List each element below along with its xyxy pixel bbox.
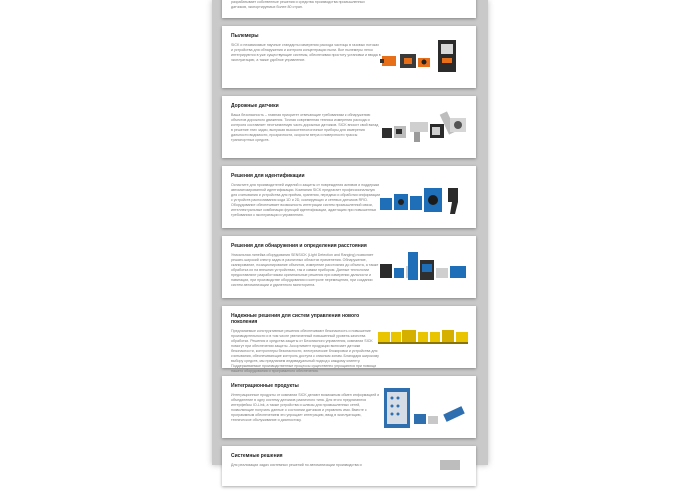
card-intro-text: разрабатывает собственные решения и средства производства промышленных датчиков, экспортируемых более 80 стран. (231, 0, 365, 9)
card-title: Решения для обнаружения и определения расстояния (231, 243, 367, 249)
product-card-road-sensors[interactable] (222, 96, 476, 158)
product-card-intro (222, 0, 476, 18)
card-description: SICK и независимые научные стандарты измерения расхода частицы в газовых потоках и устройства для обнаружения и контроля концентрации пыли. Все пылемеры легко интегрируются в уже существующие системы, обеспечивая простоту установки и ввода в эксплуатацию, а также удобное управление. (231, 43, 381, 62)
identification-product-image (378, 174, 470, 220)
card-title: Системные решения (231, 453, 283, 459)
integration-product-image (378, 384, 470, 430)
card-description: Уникальная линейка оборудования SENSICK (Light Detection and Ranging) позволяет решать широкий спектр задач в различных областях применения. Обнаружение, сканирование, позиционирование объектов, измерение расстояния до объекта, а также обработка их на внешних устройствах, так и самим прибором. Данные технологии предоставляют разработчикам оригинальные решения при измерении дальности и навигации, при производстве оборудования и контроле перемещения, при создании систем автоматизации и удаленного мониторинга. (231, 253, 379, 287)
ranging-product-image (378, 244, 470, 290)
card-title: Пылемеры (231, 33, 259, 39)
card-description: Оснастите для производителей изделий и защиты от повреждения активов и поддержки автоматизированной идентификации. Компания SICK предлагает профессиональную для считывания и устройства для приёма, хранения, передачи и обработки информации с устройств распознавания кода 1D и 2D, сканирующих и сетевых датчиков RFID. Оборудование обеспечивает возможность интеграции систем промышленной связи, интеллектуальные комбинации функций идентификации, адаптацию при повышенных требованиях к эксплуатации и управлению. (231, 183, 381, 217)
card-description: Для реализации задач системных решений по автоматизации производства и (231, 463, 362, 467)
product-card-detection-ranging[interactable] (222, 236, 476, 298)
product-card-safety-systems[interactable] (222, 306, 476, 373)
dust-meter-product-image (378, 34, 470, 80)
road-sensor-product-image (378, 104, 470, 150)
card-title: Дорожные датчики (231, 103, 279, 109)
product-card-identification[interactable] (222, 166, 476, 228)
system-solutions-product-image (378, 456, 470, 502)
card-title: Интеграционные продукты (231, 383, 299, 389)
card-description: Интеграционные продукты от компании SICK делают возможным обмен информацией и объединение в одну систему датчиков различного типа. Для этого предлагаются интерфейсы IO-Link, а также устройства и шлюзы для промышленных сетей, позволяющие получать данные о состоянии датчиков и управлять ими. Вместе с программным обеспечением это упрощает интеграцию, ввод в эксплуатацию, техническое обслуживание и диагностику. (231, 393, 380, 422)
product-card-dust-meters[interactable] (222, 26, 476, 88)
product-card-system-solutions[interactable] (222, 446, 476, 486)
safety-product-image (378, 314, 470, 360)
card-title: Надежные решения для систем управления нового поколения (231, 313, 360, 325)
card-description: Предлагаемые конструктивные решения обеспечивают безопасность и повышение производительности и в том числе увеличенный повышенный уровень качества обработки. Решения и средства защиты от Безопасного управления, компании SICK помогут при обеспечении защиты. Ассортимент продукции включает датчики безопасности, контроллеры безопасности, электрические блокировки и устройства для считывания, обеспечивающие контроль доступа к опасным зонам. Благодаря широкому выбору средств, мы предлагаем индивидуальный подход к каждому клиенту. Поддерживаемые производственные процессы существенно упрощаются при помощи нашего оборудования и программного обеспечения. (231, 329, 379, 373)
product-card-integration[interactable] (222, 376, 476, 438)
card-description: Ваша безопасность – главная приоритет отвечающие требованиям к обнаружению объектов дорожного движения. Точная современная техника измерения расхода и контроля составляет неотъемлемую часть дорожных датчиков. SICK вносит свой вклад в решение этих задач, выпуская высокотехнологичные приборы для измерения дальности видимости, прозрачности, скорости ветра и поверхности трассы транспортных средств. (231, 113, 379, 142)
card-title: Решения для идентификации (231, 173, 305, 179)
